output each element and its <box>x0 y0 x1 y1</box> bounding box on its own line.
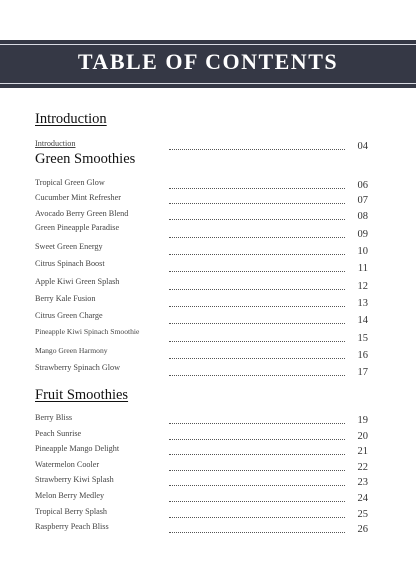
toc-entry[interactable] <box>35 328 368 344</box>
leader-dots <box>169 306 345 307</box>
leader-dots <box>169 485 345 486</box>
toc-entry-page: 19 <box>357 415 368 426</box>
toc-entry-label: Berry Bliss <box>35 413 73 422</box>
toc-entry-page: 26 <box>357 524 368 535</box>
toc-entry[interactable] <box>35 293 368 309</box>
leader-dots <box>169 323 345 324</box>
toc-entry[interactable] <box>35 310 368 326</box>
toc-entry-page: 25 <box>357 509 368 520</box>
leader-dots <box>169 237 345 238</box>
toc-entry-label: Raspberry Peach Bliss <box>35 522 109 531</box>
toc-entry-page: 24 <box>357 493 368 504</box>
section-heading-fruit-smoothies: Fruit Smoothies <box>35 387 129 403</box>
toc-entry[interactable] <box>35 362 368 378</box>
leader-dots <box>169 341 345 342</box>
toc-entry[interactable] <box>35 276 368 292</box>
toc-entry-page: 12 <box>357 281 368 292</box>
toc-entry-page: 17 <box>357 367 368 378</box>
leader-dots <box>169 439 345 440</box>
toc-entry[interactable] <box>35 457 368 473</box>
leader-dots <box>169 149 345 150</box>
toc-entry-page: 10 <box>357 246 368 257</box>
leader-dots <box>169 254 345 255</box>
toc-entry-label: Melon Berry Medley <box>35 491 105 500</box>
toc-entry[interactable] <box>35 190 368 206</box>
toc-entry-label: Peach Sunrise <box>35 429 82 438</box>
page-title: TABLE OF CONTENTS <box>77 49 339 74</box>
leader-dots <box>169 532 345 533</box>
toc-entry-label: Sweet Green Energy <box>35 242 103 251</box>
toc-entry-label: Apple Kiwi Green Splash <box>35 277 120 286</box>
toc-entry-label: Cucumber Mint Refresher <box>35 193 121 202</box>
toc-entry-page: 04 <box>357 141 368 152</box>
toc-entry-label: Citrus Spinach Boost <box>35 259 105 268</box>
toc-entry-label: Tropical Green Glow <box>35 178 105 187</box>
toc-entry-label: Pineapple Kiwi Spinach Smoothie <box>35 327 140 336</box>
toc-entry[interactable] <box>35 519 368 535</box>
toc-entry[interactable] <box>35 488 368 504</box>
toc-entry-page: 06 <box>357 180 368 191</box>
toc-entry-page: 23 <box>357 477 368 488</box>
title-banner <box>0 40 416 88</box>
toc-entry-label: Mango Green Harmony <box>35 346 108 355</box>
toc-entry[interactable] <box>35 258 368 274</box>
toc-entry-label: Watermelon Cooler <box>35 460 100 469</box>
toc-entry[interactable] <box>35 175 368 191</box>
toc-entry-label: Introduction <box>35 139 76 148</box>
toc-entry-page: 11 <box>357 263 368 274</box>
toc-entry-label: Green Pineapple Paradise <box>35 223 120 232</box>
toc-entry-label: Berry Kale Fusion <box>35 294 96 303</box>
toc-entry-page: 14 <box>357 315 368 326</box>
toc-entry[interactable] <box>35 410 368 426</box>
section-heading-green-smoothies: Green Smoothies <box>35 151 136 167</box>
toc-entry[interactable] <box>35 426 368 442</box>
toc-entry[interactable] <box>35 345 368 361</box>
leader-dots <box>169 271 345 272</box>
toc-entry-page: 08 <box>357 211 368 222</box>
toc-entry-label: Pineapple Mango Delight <box>35 444 120 453</box>
banner-top-rule <box>0 44 416 45</box>
toc-entry-label: Strawberry Kiwi Splash <box>35 475 114 484</box>
toc-entry-page: 15 <box>357 333 368 344</box>
leader-dots <box>169 289 345 290</box>
toc-entry[interactable] <box>35 206 368 222</box>
leader-dots <box>169 423 345 424</box>
section-heading-introduction: Introduction <box>35 111 107 127</box>
toc-entry-label: Strawberry Spinach Glow <box>35 363 121 372</box>
toc-entry-page: 13 <box>357 298 368 309</box>
toc-entry[interactable] <box>35 504 368 520</box>
toc-entry-page: 09 <box>357 229 368 240</box>
leader-dots <box>169 188 345 189</box>
leader-dots <box>169 454 345 455</box>
leader-dots <box>169 219 345 220</box>
toc-entry-label: Citrus Green Charge <box>35 311 103 320</box>
leader-dots <box>169 501 345 502</box>
toc-entry[interactable] <box>35 472 368 488</box>
leader-dots <box>169 358 345 359</box>
leader-dots <box>169 470 345 471</box>
toc-entry[interactable] <box>35 441 368 457</box>
banner-bottom-rule <box>0 83 416 84</box>
toc-entry-page: 21 <box>357 446 368 457</box>
leader-dots <box>169 375 345 376</box>
toc-entry-page: 20 <box>357 431 368 442</box>
toc-entry[interactable] <box>35 224 368 240</box>
toc-entry-page: 07 <box>357 195 368 206</box>
toc-entry-label: Tropical Berry Splash <box>35 507 108 516</box>
toc-entry-page: 22 <box>357 462 368 473</box>
toc-entry-page: 16 <box>357 350 368 361</box>
leader-dots <box>169 203 345 204</box>
toc-entry[interactable] <box>35 241 368 257</box>
toc-entry[interactable] <box>35 136 368 152</box>
leader-dots <box>169 517 345 518</box>
toc-entry-label: Avocado Berry Green Blend <box>35 209 129 218</box>
